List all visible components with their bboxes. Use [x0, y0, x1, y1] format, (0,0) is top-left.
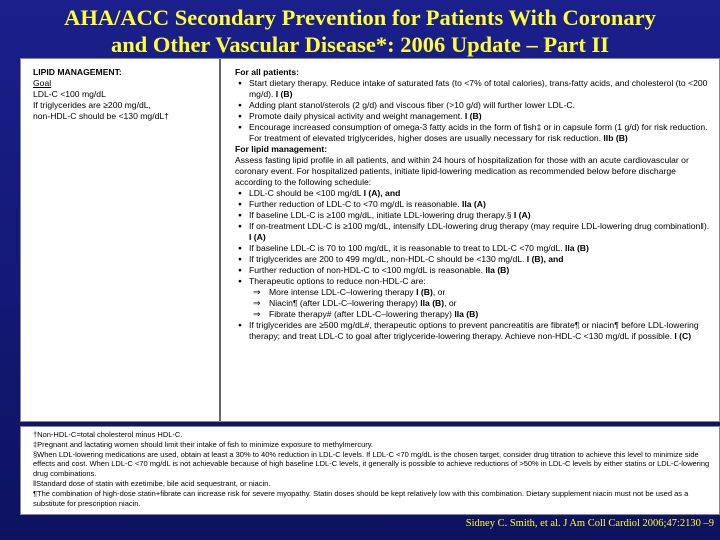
citation: Sidney C. Smith, et al. J Am Coll Cardiol 2006;47:2130 –9 [465, 518, 714, 529]
lipid-management-heading: For lipid management: [235, 144, 328, 154]
list-item: ● Promote daily physical activity and weight management. I (B) [249, 111, 711, 122]
list-item: ● If triglycerides are 200 to 499 mg/dL, non-HDL-C should be <130 mg/dL. I (B), and [249, 254, 711, 265]
list-item: ● If on-treatment LDL-C is ≥100 mg/dL, intensify LDL-lowering drug therapy (may require LDL-lowering drug combination‖). I (A) [249, 221, 711, 243]
list-item: ● Further reduction of non-HDL-C to <100 mg/dL is reasonable. IIa (B) [249, 265, 711, 276]
list-item: ● If baseline LDL-C is 70 to 100 mg/dL, it is reasonable to treat to LDL-C <70 mg/dL. IIa (B) [249, 243, 711, 254]
footnote: ‖Standard dose of statin with ezetimibe, bile acid sequestrant, or niacin. [33, 478, 271, 488]
goal-line-1: LDL-C <100 mg/dL [33, 89, 106, 99]
list-item: ● If baseline LDL-C is ≥100 mg/dL, initiate LDL-lowering drug therapy.§ I (A) [249, 210, 711, 221]
option-item: ⇒ More intense LDL-C–lowering therapy I (B), or [249, 287, 711, 298]
lipid-paragraph: Assess fasting lipid profile in all patients, and within 24 hours of hospitalization for those with an acute cardiovascular or coronary event. For hospitalized patients, initiate lipid-lowering medication as recommended below before discharge according to the following schedule: [235, 155, 689, 187]
list-item: ● Start dietary therapy. Reduce intake of saturated fats (to <7% of total calories), trans-fatty acids, and cholesterol (to <200 mg/d). I (B) [249, 78, 711, 100]
lipid-list [235, 188, 711, 342]
title-line-1: AHA/ACC Secondary Prevention for Patients With Coronary [64, 5, 656, 30]
section-heading: LIPID MANAGEMENT: [33, 67, 122, 77]
goal-line-2: If triglycerides are ≥200 mg/dL, [33, 100, 151, 110]
goal-label: Goal [33, 78, 52, 88]
all-patients-list [235, 78, 711, 144]
goal-line-3: non-HDL-C should be <130 mg/dL† [33, 111, 169, 121]
footnote: §When LDL-lowering medications are used, obtain at least a 30% to 40% reduction in LDL-C levels. If LDL-C <70 mg/dL is the chosen target, consider drug titration to achieve this level to minimize side effects and cost. When LDL-C <70 mg/dL is not achievable because of high baseline LDL-C levels, it generally is possible to achieve reductions of >50% in LDL-C levels by either statins or LDL-C-lowering drug combinations. [33, 449, 710, 479]
all-patients-heading: For all patients: [235, 67, 299, 77]
title-line-2: and Other Vascular Disease*: 2006 Update – Part II [111, 32, 609, 57]
slide-title [0, 4, 720, 58]
list-item: ● Encourage increased consumption of omega-3 fatty acids in the form of fish‡ or in capsule form (1 g/d) for risk reduction. For treatment of elevated triglycerides, higher doses are usually necessary for risk reduction. IIb (B) [249, 122, 711, 144]
list-item: ● Adding plant stanol/sterols (2 g/d) and viscous fiber (>10 g/d) will further lower LDL-C. [249, 100, 711, 111]
list-item: ● Further reduction of LDL-C to <70 mg/dL is reasonable. IIa (A) [249, 199, 711, 210]
guideline-table [20, 58, 720, 422]
option-item: ⇒ Fibrate therapy# (after LDL-C–lowering therapy) IIa (B) [249, 309, 711, 320]
option-item: ⇒ Niacin¶ (after LDL-C–lowering therapy) IIa (B), or [249, 298, 711, 309]
footnote: ‡Pregnant and lactating women should limit their intake of fish to minimize exposure to methylmercury. [33, 439, 374, 449]
list-item: ● LDL-C should be <100 mg/dL I (A), and [249, 188, 711, 199]
list-item: ● Therapeutic options to reduce non-HDL-C are: [249, 276, 711, 287]
recommendation-column [223, 59, 719, 421]
footnote: †Non-HDL-C=total cholesterol minus HDL-C. [33, 430, 183, 439]
goal-column [21, 59, 221, 421]
footnotes [20, 426, 720, 515]
footnote: ¶The combination of high-dose statin+fibrate can increase risk for severe myopathy. Statin doses should be kept relatively low with this combination. Dietary supplement niacin must not be used as a substitute for prescription niacin. [33, 488, 689, 508]
list-item: ● If triglycerides are ≥500 mg/dL#, therapeutic options to prevent pancreatitis are fibrate¶ or niacin¶ before LDL-lowering therapy; and treat LDL-C to goal after triglyceride-lowering therapy. Achieve non-HDL-C <130 mg/dL if possible. I (C) [249, 320, 711, 342]
